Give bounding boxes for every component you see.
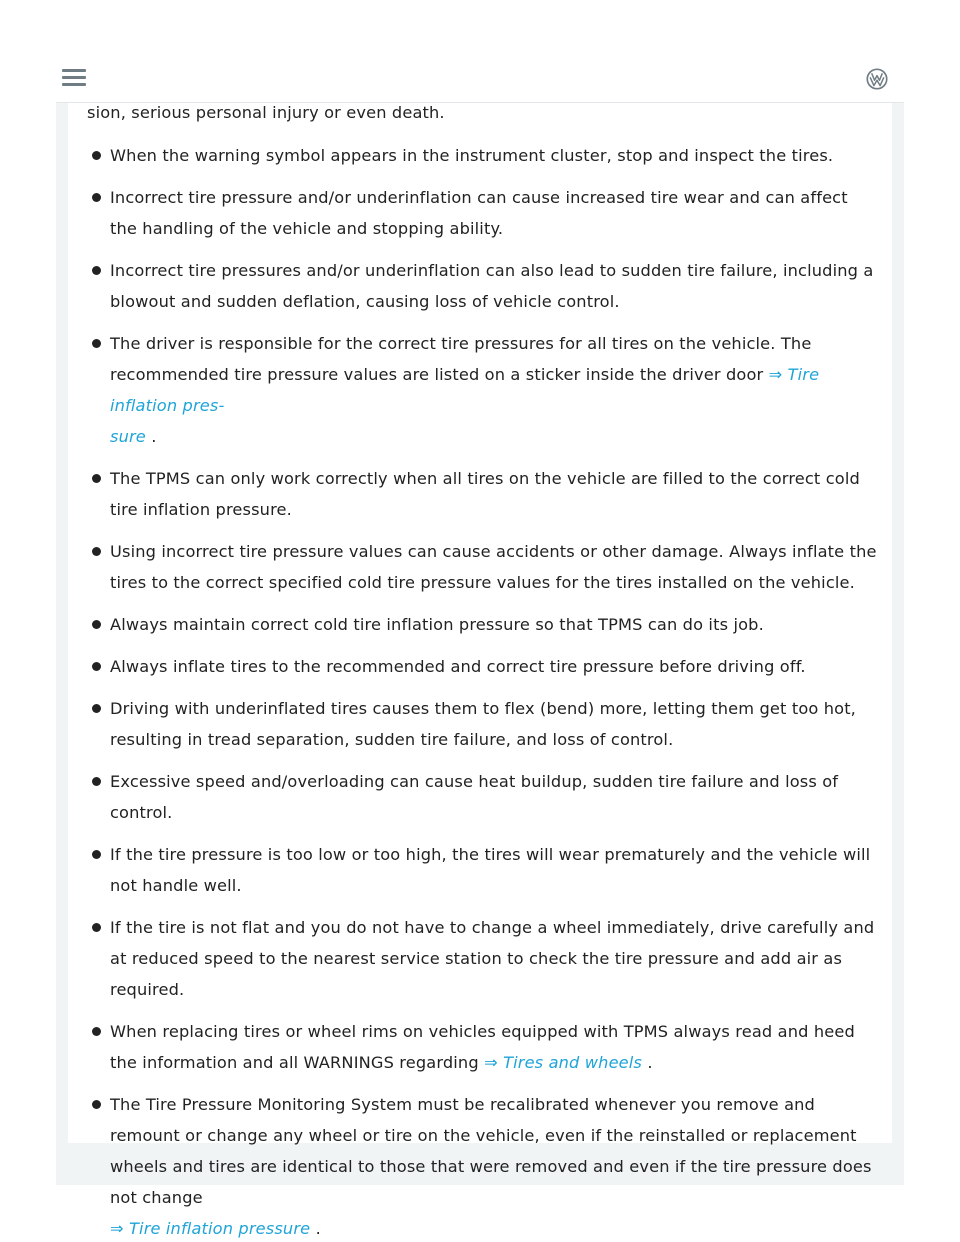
list-item: Always maintain correct cold tire inflation pressure so that TPMS can do its job. [110,609,880,640]
tires-and-wheels-link[interactable]: ⇒ Tires and wheels [484,1053,643,1072]
list-item: The TPMS can only work correctly when all tires on the vehicle are filled to the correct cold tire inflation pressure. [110,463,880,525]
vw-logo-icon[interactable] [866,68,888,90]
intro-text: sion, serious personal injury or even death. [87,103,445,122]
warning-list [110,140,880,1242]
list-item: When the warning symbol appears in the instrument cluster, stop and inspect the tires. [110,140,880,171]
tire-inflation-pressure-link-cont[interactable]: sure [110,427,146,446]
list-item: Excessive speed and/overloading can cause heat buildup, sudden tire failure and loss of control. [110,766,880,828]
list-item: Using incorrect tire pressure values can cause accidents or other damage. Always inflate the tires to the correct specified cold tire pressure values for the tires installed on the vehicle. [110,536,880,598]
list-item: If the tire is not flat and you do not have to change a wheel immediately, drive carefully and at reduced speed to the nearest service station to check the tire pressure and add air as required. [110,912,880,1005]
list-item: Incorrect tire pressures and/or underinflation can also lead to sudden tire failure, including a blowout and sudden deflation, causing loss of vehicle control. [110,255,880,317]
list-item: Driving with underinflated tires causes them to flex (bend) more, letting them get too hot, resulting in tread separation, sudden tire failure, and loss of control. [110,693,880,755]
list-item: When replacing tires or wheel rims on vehicles equipped with TPMS always read and heed the information and all WARNINGS regarding ⇒ Tires and wheels . [110,1016,880,1078]
tire-inflation-pressure-link[interactable]: ⇒ Tire inflation pressure [110,1219,311,1238]
top-bar [56,58,904,103]
list-item: If the tire pressure is too low or too high, the tires will wear prematurely and the vehicle will not handle well. [110,839,880,901]
list-item: The driver is responsible for the correct tire pressures for all tires on the vehicle. The recommended tire pressure values are listed on a sticker inside the driver door ⇒ Tire inflation pres- sure . [110,328,880,452]
hamburger-menu-icon[interactable] [62,66,88,88]
list-item: Always inflate tires to the recommended and correct tire pressure before driving off. [110,651,880,682]
list-item: The Tire Pressure Monitoring System must be recalibrated whenever you remove and remount or change any wheel or tire on the vehicle, even if the reinstalled or replacement wheels and tires are identical to those that were removed and even if the tire pressure does not change ⇒ Tire inflation pressure . [110,1089,880,1242]
list-item: Incorrect tire pressure and/or underinflation can cause increased tire wear and can affect the handling of the vehicle and stopping ability. [110,182,880,244]
tire-inflation-pressure-link[interactable]: ⇒ Tire inflation pres- [110,365,820,415]
